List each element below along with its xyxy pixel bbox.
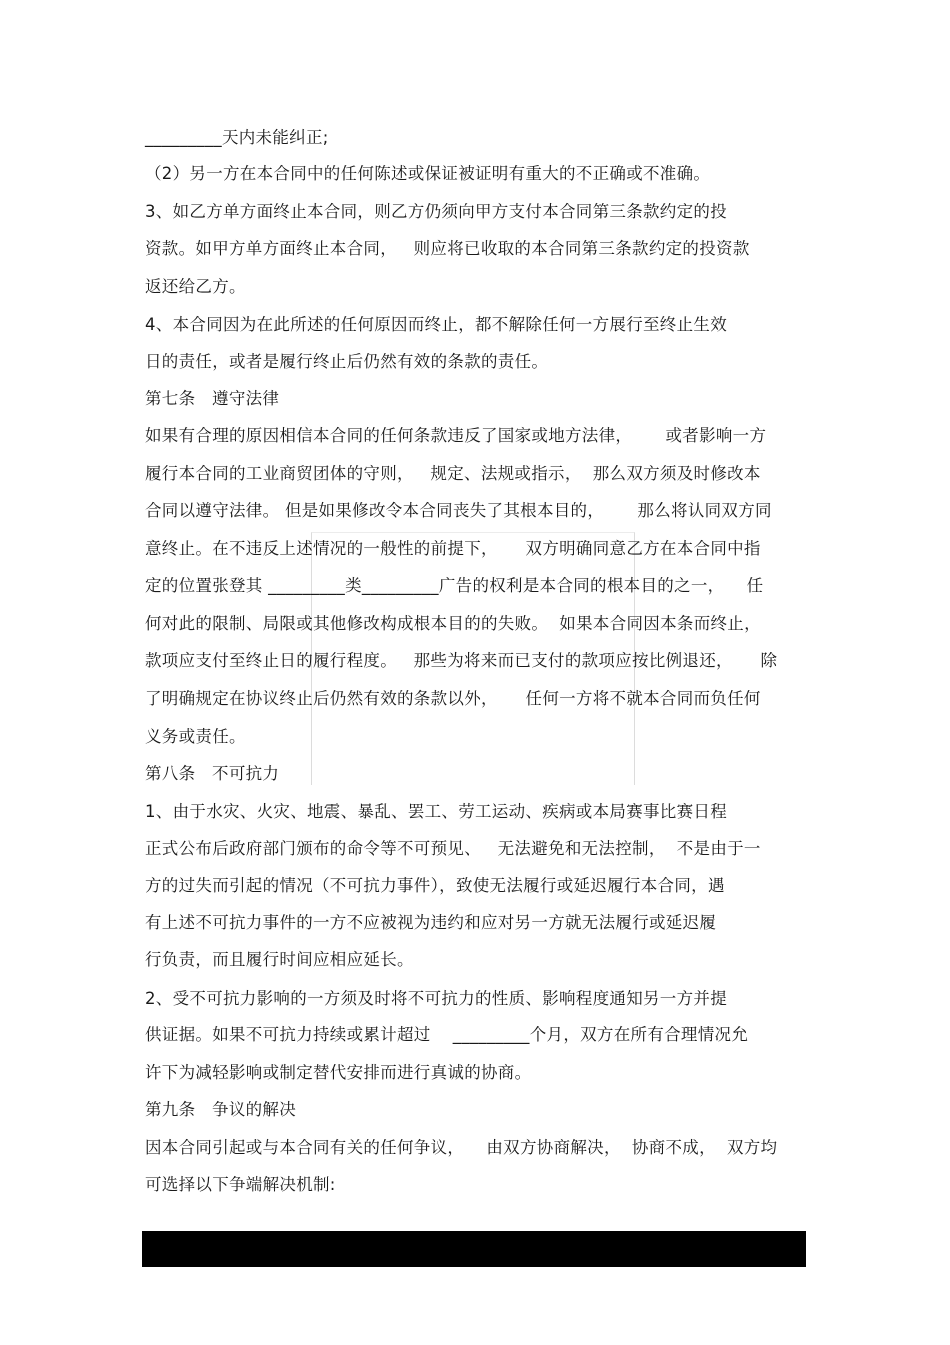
text-line: 何对此的限制、局限或其他修改构成根本目的的失败。 如果本合同因本条而终止， [145, 614, 761, 633]
text-line: 款项应支付至终止日的履行程度。 那些为将来而已支付的款项应按比例退还， 除 [145, 651, 778, 670]
text-line: 可选择以下争端解决机制: [145, 1175, 336, 1194]
text-line: 如果有合理的原因相信本合同的任何条款违反了国家或地方法律， 或者影响一方 [145, 426, 767, 445]
text-line: 行负责，而且履行时间应相应延长。 [145, 950, 414, 969]
text-line: 2、受不可抗力影响的一方须及时将不可抗力的性质、影响程度通知另一方并提 [145, 989, 727, 1008]
text-line: _________天内未能纠正; [145, 128, 329, 147]
text-line: 意终止。在不违反上述情况的一般性的前提下， 双方明确同意乙方在本合同中指 [145, 539, 761, 558]
section-heading: 第九条 争议的解决 [145, 1100, 297, 1119]
text-line: 3、如乙方单方面终止本合同，则乙方仍须向甲方支付本合同第三条款约定的投 [145, 202, 727, 221]
section-heading: 第八条 不可抗力 [145, 764, 280, 783]
text-line: 因本合同引起或与本合同有关的任何争议， 由双方协商解决， 协商不成， 双方均 [145, 1138, 778, 1157]
text-line: 4、本合同因为在此所述的任何原因而终止，都不解除任何一方展行至终止生效 [145, 315, 727, 334]
text-line: 履行本合同的工业商贸团体的守则， 规定、法规或指示， 那么双方须及时修改本 [145, 464, 761, 483]
black-redaction-bar [142, 1231, 806, 1267]
text-line: 返还给乙方。 [145, 277, 246, 296]
section-heading: 第七条 遵守法律 [145, 389, 280, 408]
text-line: 合同以遵守法律。 但是如果修改令本合同丧失了其根本目的， 那么将认同双方同 [145, 501, 772, 520]
text-line: 供证据。如果不可抗力持续或累计超过 _________个月，双方在所有合理情况允 [145, 1025, 749, 1044]
text-line: 义务或责任。 [145, 727, 246, 746]
text-line: （2）另一方在本合同中的任何陈述或保证被证明有重大的不正确或不准确。 [145, 164, 711, 183]
text-line: 有上述不可抗力事件的一方不应被视为违约和应对另一方就无法履行或延迟履 [145, 913, 717, 932]
text-line: 定的位置张登其 _________类_________广告的权利是本合同的根本目的之一， 任 [145, 576, 764, 595]
text-line: 方的过失而引起的情况（不可抗力事件），致使无法履行或延迟履行本合同，遇 [145, 876, 725, 895]
text-line: 日的责任，或者是履行终止后仍然有效的条款的责任。 [145, 352, 549, 371]
text-line: 1、由于水灾、火灾、地震、暴乱、罢工、劳工运动、疾病或本局赛事比赛日程 [145, 802, 727, 821]
text-line: 正式公布后政府部门颁布的命令等不可预见、 无法避免和无法控制， 不是由于一 [145, 839, 761, 858]
text-line: 资款。如甲方单方面终止本合同， 则应将已收取的本合同第三条款约定的投资款 [145, 239, 750, 258]
text-line: 许下为减轻影响或制定替代安排而进行真诚的协商。 [145, 1063, 532, 1082]
text-line: 了明确规定在协议终止后仍然有效的条款以外， 任何一方将不就本合同而负任何 [145, 689, 761, 708]
